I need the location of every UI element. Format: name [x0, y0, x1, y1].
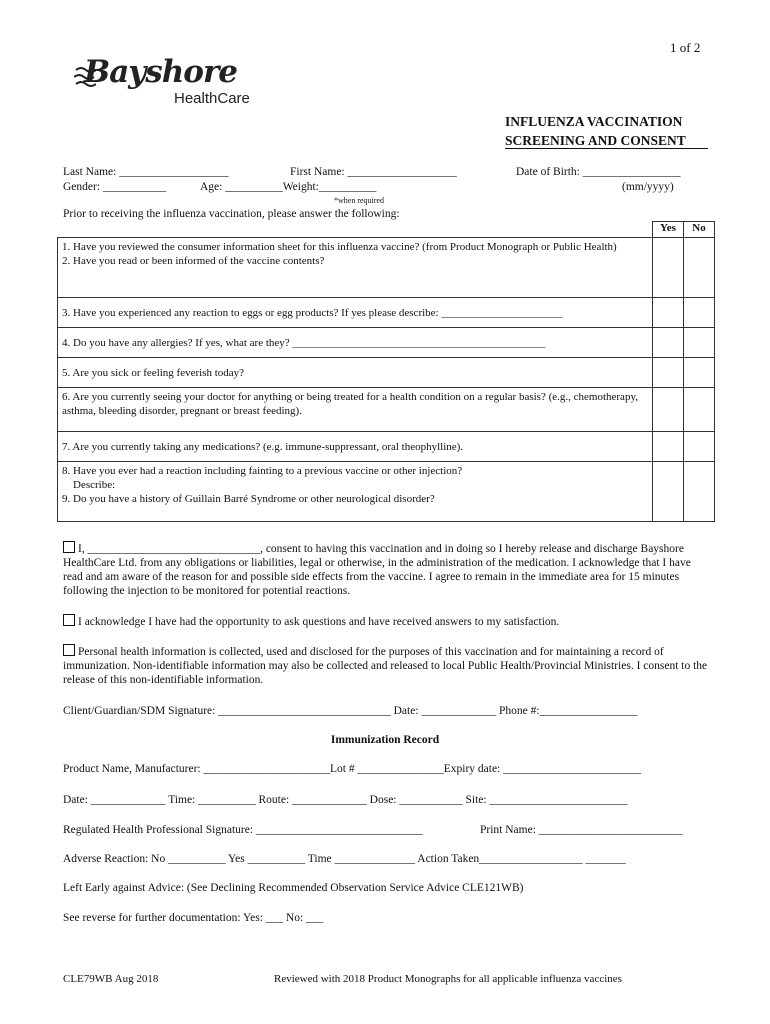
immunization-record-title: Immunization Record — [330, 734, 440, 746]
date-time-line[interactable]: Date: _____________ Time: __________ Route: _____________ Dose: ___________ Site: ________________________ — [63, 794, 628, 806]
intro-text: Prior to receiving the influenza vaccination, please answer the following: — [63, 208, 400, 220]
no-checkbox[interactable] — [684, 298, 715, 328]
regulated-signature-line[interactable]: Regulated Health Professional Signature: _____________________________ — [63, 824, 423, 836]
left-early-line: Left Early against Advice: (See Declining Recommended Observation Service Advice CLE121WB) — [63, 882, 524, 894]
print-name-line[interactable]: Print Name: _________________________ — [480, 824, 683, 836]
consent-questions-block — [63, 614, 713, 629]
consent-privacy-text: Personal health information is collected, used and disclosed for the purposes of this vaccination and for maintaining a record of immunization. Non-identifiable information may also be collected and released to local Public Health/Provincial Ministries. I consent to the release of this non-identifiable information. — [63, 646, 708, 686]
table-row — [58, 358, 715, 388]
yes-checkbox[interactable] — [653, 298, 684, 328]
adverse-reaction-line[interactable]: Adverse Reaction: No __________ Yes __________ Time ______________ Action Taken__________________ _______ — [63, 853, 626, 865]
consent-privacy-block — [63, 644, 713, 687]
question-cell: 4. Do you have any allergies? If yes, what are they? ______________________________________________ — [58, 328, 653, 358]
no-checkbox[interactable] — [684, 238, 715, 298]
no-checkbox[interactable] — [684, 358, 715, 388]
signature-line[interactable]: Client/Guardian/SDM Signature: ______________________________ Date: _____________ Phone #:_________________ — [63, 705, 638, 717]
question-cell: 5. Are you sick or feeling feverish today? — [58, 358, 653, 388]
consent-questions-text: I acknowledge I have had the opportunity to ask questions and have received answers to my satisfaction. — [78, 616, 560, 628]
product-line[interactable]: Product Name, Manufacturer: ______________________Lot # _______________Expiry date: ________________________ — [63, 763, 642, 775]
dob-field[interactable]: Date of Birth: _________________ — [516, 166, 681, 178]
logo-subtitle: HealthCare — [174, 90, 250, 107]
question-2: 2. Have you read or been informed of the vaccine contents? — [62, 255, 325, 267]
no-checkbox[interactable] — [684, 462, 715, 522]
question-cell — [58, 462, 653, 522]
title-rule — [505, 148, 708, 149]
when-required-note: *when required — [334, 196, 384, 205]
question-1: 1. Have you reviewed the consumer information sheet for this influenza vaccine? (from Product Monograph or Public Health) — [62, 241, 617, 253]
consent-release-text: I, ______________________________, consent to having this vaccination and in doing so I hereby release and discharge Bayshore HealthCare Ltd. from any obligations or liabilities, legal or otherwise, in the administration of the medication. I acknowledge that I have read and am aware of the reason for and possible side effects from the vaccine. I agree to remain in the immediate area for 15 minutes following the injection to be monitored for potential reactions. — [63, 543, 691, 597]
question-8-describe: Describe: — [62, 479, 116, 491]
yes-header: Yes — [653, 222, 684, 238]
see-reverse-line[interactable]: See reverse for further documentation: Yes: ___ No: ___ — [63, 912, 324, 924]
age-weight-field[interactable]: Age: __________Weight:__________ — [200, 181, 377, 193]
title-line-2: SCREENING AND CONSENT — [505, 133, 686, 148]
table-row — [58, 328, 715, 358]
gender-field[interactable]: Gender: ___________ — [63, 181, 167, 193]
yes-checkbox[interactable] — [653, 358, 684, 388]
reviewed-note: Reviewed with 2018 Product Monographs for all applicable influenza vaccines — [274, 973, 622, 985]
consent-release-block — [63, 541, 713, 598]
table-row — [58, 432, 715, 462]
consent-questions-checkbox[interactable] — [63, 614, 75, 626]
consent-privacy-checkbox[interactable] — [63, 644, 75, 656]
last-name-field[interactable]: Last Name: ___________________ — [63, 166, 229, 178]
consent-release-checkbox[interactable] — [63, 541, 75, 553]
question-cell: 6. Are you currently seeing your doctor for anything or being treated for a health condition on a regular basis? (e.g., chemotherapy, asthma, bleeding disorder, pregnant or breast feeding). — [58, 388, 653, 432]
logo-wordmark: Bayshore — [84, 54, 238, 90]
bayshore-logo — [74, 54, 274, 114]
yes-checkbox[interactable] — [653, 328, 684, 358]
yes-checkbox[interactable] — [653, 388, 684, 432]
dob-format-hint: (mm/yyyy) — [622, 181, 674, 193]
yes-checkbox[interactable] — [653, 432, 684, 462]
no-checkbox[interactable] — [684, 388, 715, 432]
page-number: 1 of 2 — [670, 40, 701, 55]
form-code: CLE79WB Aug 2018 — [63, 973, 159, 985]
title-line-1: INFLUENZA VACCINATION — [505, 114, 683, 129]
question-8: 8. Have you ever had a reaction including fainting to a previous vaccine or other injection? — [62, 465, 463, 477]
yes-checkbox[interactable] — [653, 238, 684, 298]
form-title — [505, 112, 686, 150]
question-9: 9. Do you have a history of Guillain Barré Syndrome or other neurological disorder? — [62, 493, 435, 505]
no-checkbox[interactable] — [684, 432, 715, 462]
question-cell: 3. Have you experienced any reaction to eggs or egg products? If yes please describe: ______________________ — [58, 298, 653, 328]
first-name-field[interactable]: First Name: ___________________ — [290, 166, 457, 178]
question-cell: 7. Are you currently taking any medications? (e.g. immune-suppressant, oral theophylline). — [58, 432, 653, 462]
table-row — [58, 462, 715, 522]
question-cell — [58, 238, 653, 298]
table-row — [58, 388, 715, 432]
screening-table — [57, 221, 715, 522]
table-row — [58, 238, 715, 298]
yes-checkbox[interactable] — [653, 462, 684, 522]
table-row — [58, 298, 715, 328]
no-header: No — [684, 222, 715, 238]
no-checkbox[interactable] — [684, 328, 715, 358]
